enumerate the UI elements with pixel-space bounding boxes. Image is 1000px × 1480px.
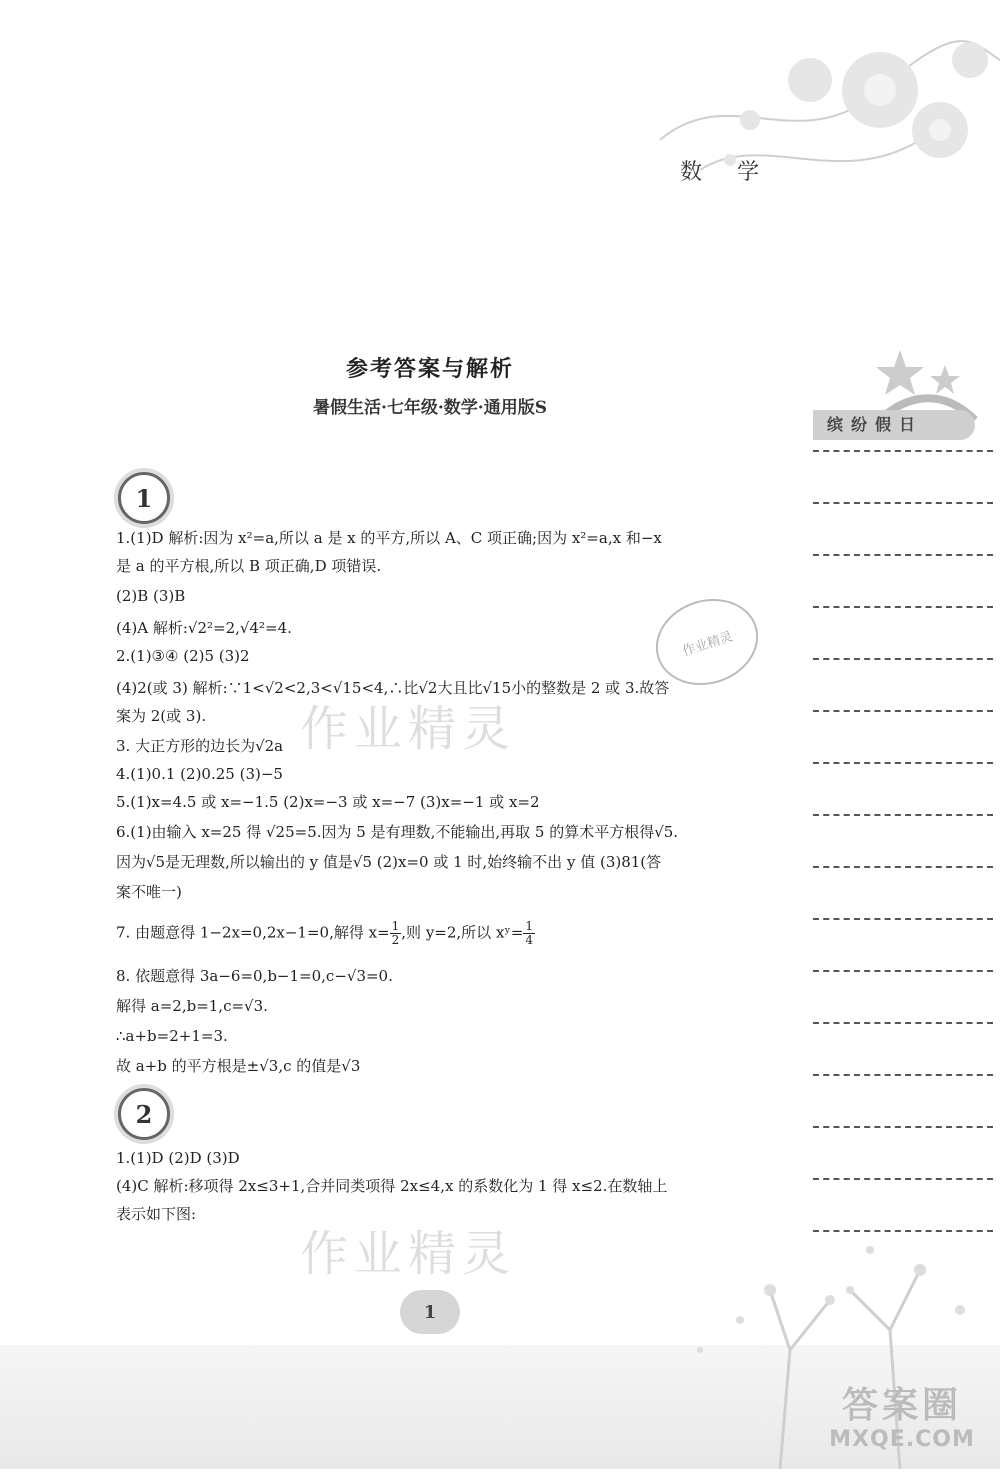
answer-line: 故 a+b 的平方根是±√3,c 的值是√3 [116,1057,361,1075]
section-badge-2: 2 [118,1088,170,1140]
answer-line: 案不唯一) [116,883,182,901]
q7-fraction-result: $\frac{1}{4}$ [525,919,533,947]
site-watermark-logo: 答案圈 [841,1385,962,1426]
site-watermark-url: MXQE.COM [829,1427,975,1452]
answer-line: 1.(1)D 解析:因为 x²=a,所以 a 是 x 的平方,所以 A、C 项正确;因为 x²=a,x 和−x [116,529,662,547]
answer-line: (4)C 解析:移项得 2x≤3+1,合并同类项得 2x≤4,x 的系数化为 1 得 x≤2.在数轴上 [116,1177,668,1195]
note-line [813,1126,993,1128]
note-line [813,658,993,660]
answer-line: (4)2(或 3) 解析:∵1<√2<2,3<√15<4,∴比√2大且比√15小的整数是 2 或 3.故答 [116,679,670,697]
note-line [813,866,993,868]
answer-line: 8. 依题意得 3a−6=0,b−1=0,c−√3=0. [116,967,393,985]
q7-tail: ,则 y=2,所以 xʸ= [401,923,524,942]
watermark-stamp: 作业精灵 [645,586,770,698]
note-line [813,970,993,972]
answer-line: 4.(1)0.1 (2)0.25 (3)−5 [116,765,283,783]
note-line [813,710,993,712]
answer-line: 表示如下图: [116,1205,197,1223]
note-line [813,1074,993,1076]
q7-fraction-x: $\frac{1}{2}$ [391,919,400,947]
watermark-text: 作业精灵 [300,701,517,757]
note-line [813,554,993,556]
note-line [813,762,993,764]
subject-label: 数 学 [680,160,773,185]
answer-line: 1.(1)D (2)D (3)D [116,1149,240,1167]
answer-line-q7 [116,920,756,947]
answer-line: 3. 大正方形的边长为√2a [116,737,284,755]
answer-line: 案为 2(或 3). [116,707,207,725]
note-line [813,918,993,920]
answer-line: ∴a+b=2+1=3. [116,1027,228,1045]
answer-line: 6.(1)由输入 x=25 得 √25=5.因为 5 是有理数,不能输出,再取 5 的算术平方根得√5. [116,823,679,841]
answer-line: 5.(1)x=4.5 或 x=−1.5 (2)x=−3 或 x=−7 (3)x=−1 或 x=2 [116,793,540,811]
note-line [813,450,993,452]
note-line [813,606,993,608]
sidebar-tab: 缤纷假日 [813,410,975,440]
q7-text: 7. 由题意得 1−2x=0,2x−1=0,解得 x= [116,923,390,942]
answer-line: 因为√5是无理数,所以输出的 y 值是√5 (2)x=0 或 1 时,始终输不出 y 值 (3)81(答 [116,853,662,871]
answer-line: (2)B (3)B [116,587,186,605]
page-title: 参考答案与解析 [345,356,514,382]
note-line [813,502,993,504]
watermark-text: 作业精灵 [300,1226,517,1282]
note-line [813,1178,993,1180]
page-subtitle: 暑假生活·七年级·数学·通用版S [312,398,548,418]
site-watermark [812,1385,992,1465]
note-line [813,1022,993,1024]
page-number: 1 [400,1290,460,1334]
floral-corner-decoration [640,20,1000,220]
answer-line: (4)A 解析:√2²=2,√4²=4. [116,619,292,637]
section-badge-1: 1 [118,472,170,524]
note-line [813,814,993,816]
answer-line: 解得 a=2,b=1,c=√3. [116,997,268,1015]
answer-line: 2.(1)③④ (2)5 (3)2 [116,647,250,665]
answer-line: 是 a 的平方根,所以 B 项正确,D 项错误. [116,557,382,575]
